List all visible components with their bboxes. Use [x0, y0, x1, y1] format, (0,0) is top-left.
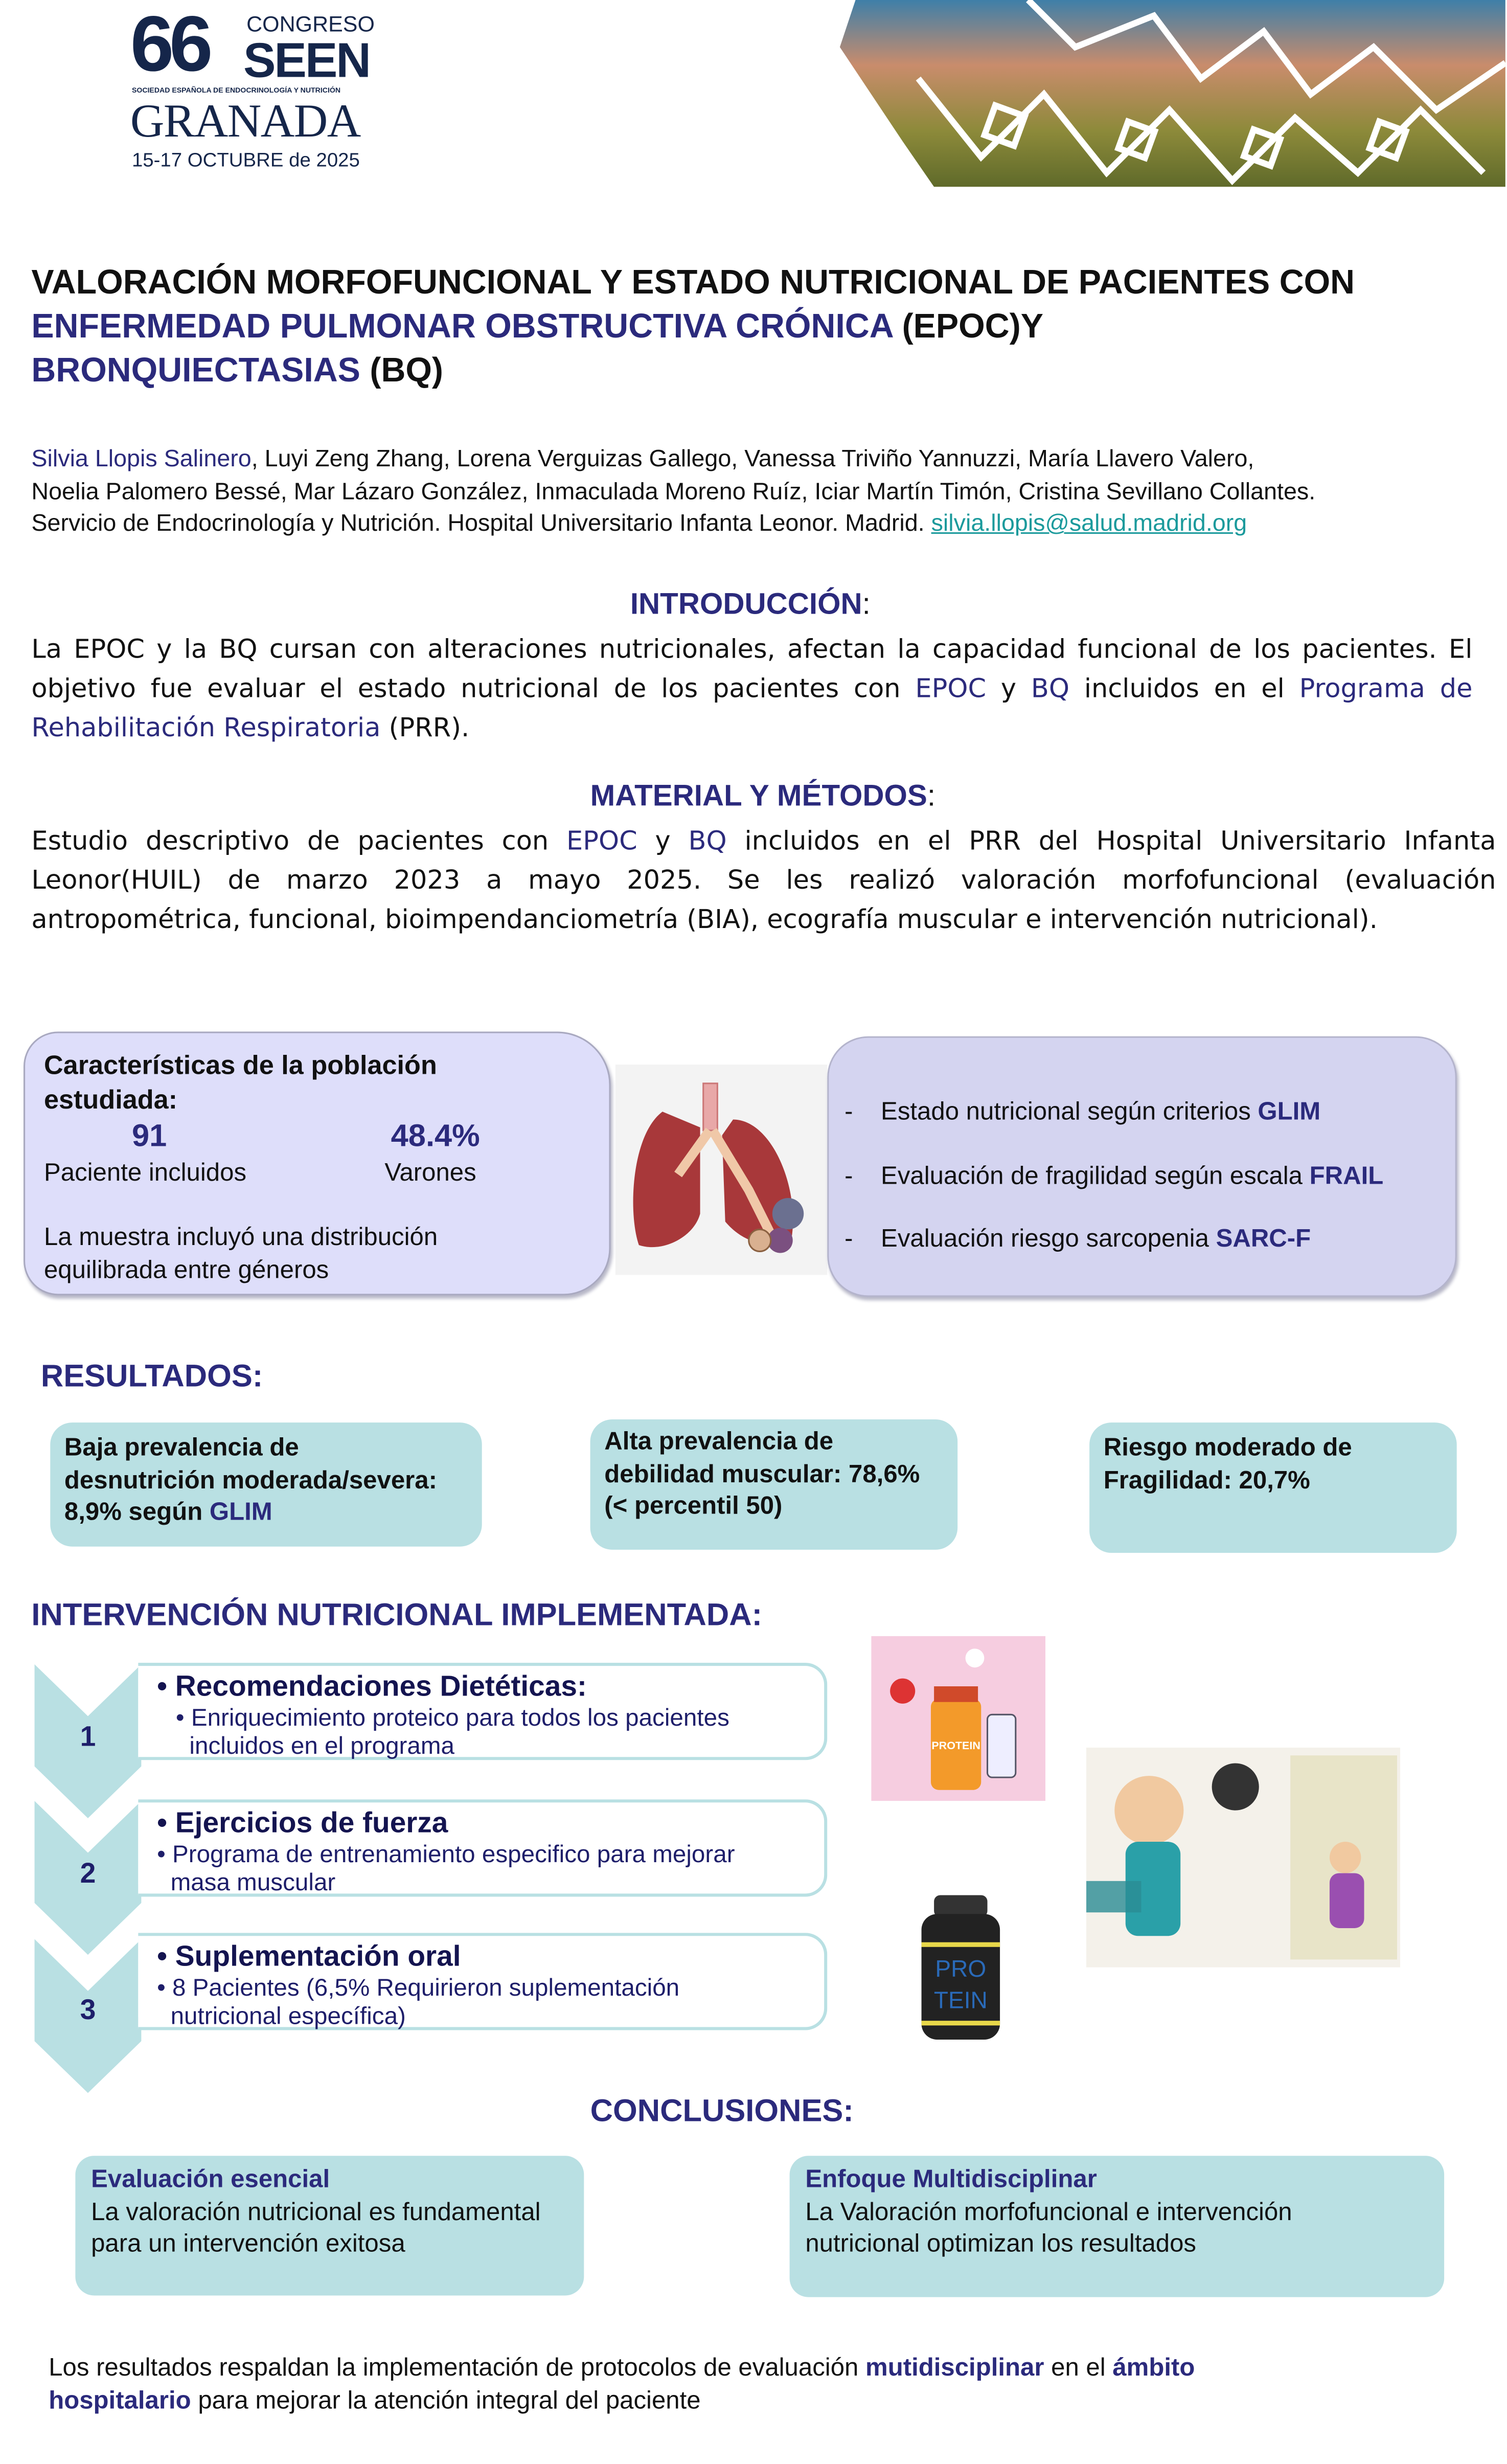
assessment-tool: GLIM [1258, 1099, 1321, 1126]
intro-included: incluidos en el [1069, 673, 1299, 704]
step-dietary: • Recomendaciones Dietéticas: • Enriquecimiento proteico para todos los pacientes incluidos en el programa [138, 1663, 827, 1760]
co-authors-1: , Luyi Zeng Zhang, Lorena Verguizas Gallego, Vanessa Triviño Yannuzzi, María Llavero Valero, [251, 446, 1254, 473]
intro-bq: BQ [1031, 673, 1069, 704]
conclusion-card-multidisciplinary [790, 2156, 1445, 2297]
step-detail: nutricional específica) [170, 2002, 406, 2030]
assessment-text: Evaluación riesgo sarcopenia [881, 1226, 1216, 1253]
population-heading [44, 1049, 437, 1118]
assessment-text: Evaluación de fragilidad según escala [881, 1162, 1310, 1190]
step-exercise: • Ejercicios de fuerza • Programa de entrenamiento especifico para mejorar masa muscular [138, 1799, 827, 1896]
intro-and: y [986, 673, 1031, 704]
patients-count: 91 [131, 1119, 167, 1155]
result-card-malnutrition [50, 1422, 482, 1547]
elderly-exercise-image [1086, 1748, 1400, 1968]
intro-colon: : [862, 589, 871, 622]
methods-colon: : [927, 780, 936, 813]
result-text: Baja prevalencia de [64, 1435, 299, 1462]
protein-bottle-image [906, 1889, 1017, 2046]
population-note [44, 1222, 438, 1287]
result-value: debilidad muscular: 78,6% [604, 1461, 920, 1488]
authors-block [31, 444, 1315, 541]
male-percentage: 48.4% [391, 1119, 480, 1155]
intro-program-2: Rehabilitación Respiratoria [31, 713, 381, 743]
logo-dates: 15-17 OCTUBRE de 2025 [131, 149, 360, 171]
intro-heading-text: INTRODUCCIÓN [630, 589, 862, 622]
logo-congreso: CONGRESO [246, 11, 375, 36]
result-text: Alta prevalencia de [604, 1429, 834, 1456]
step-title: Suplementación oral [175, 1939, 461, 1972]
final-statement [49, 2352, 1195, 2418]
bottle-label-1: PRO [935, 1955, 987, 1982]
affiliation: Servicio de Endocrinología y Nutrición. Hospital Universitario Infanta Leonor. Madrid. [31, 510, 931, 537]
title-abbr-2: (BQ) [360, 350, 444, 390]
population-note-2: equilibrada entre géneros [43, 1257, 329, 1284]
step-detail: Enriquecimiento proteico para todos los pacientes [191, 1705, 729, 1732]
result-value: Fragilidad: 20,7% [1103, 1467, 1310, 1494]
assessment-item-sarcf: - Evaluación riesgo sarcopenia SARC-F [844, 1226, 1311, 1253]
logo-society: SOCIEDAD ESPAÑOLA DE ENDOCRINOLOGÍA Y NUTRICIÓN [131, 86, 341, 95]
intro-line-1: La EPOC y la BQ cursan con alteraciones nutricionales, afectan la capacidad funcional de los pacientes. El [31, 634, 1473, 664]
final-text: para mejorar la atención integral del paciente [191, 2388, 701, 2415]
assessment-item-frail: - Evaluación de fragilidad según escala FRAIL [844, 1162, 1384, 1190]
lungs-illustration [615, 1065, 828, 1275]
step-detail: Programa de entrenamiento especifico para mejorar [172, 1842, 735, 1869]
intro-epoc: EPOC [915, 673, 987, 704]
methods-and: y [637, 826, 689, 856]
conclusion-title: Evaluación esencial [91, 2166, 330, 2194]
conclusion-title: Enfoque Multidisciplinar [805, 2166, 1097, 2194]
result-card-frailty [1089, 1422, 1457, 1553]
result-tool: GLIM [209, 1499, 272, 1526]
intro-line-2: objetivo fue evaluar el estado nutricional de los pacientes con [31, 673, 916, 704]
congress-logo [130, 0, 397, 176]
population-heading-2: estudiada: [43, 1084, 178, 1115]
logo-seen: SEEN [243, 33, 370, 88]
result-text: Riesgo moderado de [1103, 1435, 1352, 1462]
first-author: Silvia Llopis Salinero [31, 446, 252, 473]
results-heading: RESULTADOS: [40, 1360, 263, 1394]
methods-bq: BQ [688, 826, 727, 856]
methods-heading-text: MATERIAL Y MÉTODOS [590, 780, 927, 813]
step-number: 2 [80, 1857, 96, 1889]
final-highlight: ámbito [1112, 2355, 1195, 2382]
methods-epoc: EPOC [566, 826, 637, 856]
step-detail: incluidos en el programa [189, 1732, 454, 1759]
final-text: Los resultados respaldan la implementación de protocolos de evaluación [49, 2355, 866, 2382]
conclusion-text: para un intervención exitosa [91, 2231, 405, 2258]
assessment-box [827, 1036, 1456, 1297]
population-heading-1: Características de la población [43, 1050, 437, 1080]
final-highlight: hospitalario [49, 2388, 191, 2415]
step-chevrons [0, 1648, 157, 2104]
author-email-link[interactable]: silvia.llopis@salud.madrid.org [931, 510, 1247, 537]
step-detail: 8 Pacientes (6,5% Requirieron suplementación [172, 1975, 680, 2002]
co-authors-2: Noelia Palomero Bessé, Mar Lázaro González, Inmaculada Moreno Ruíz, Iciar Martín Timón, Cristina Sevillano Collantes. [31, 478, 1316, 505]
methods-line-2: Leonor(HUIL) de marzo 2023 a mayo 2025. Se les realizó valoración morfofuncional (evaluación [31, 865, 1496, 895]
assessment-list [844, 1082, 1383, 1273]
conclusion-text: La valoración nutricional es fundamental [91, 2199, 541, 2226]
conclusions-heading: CONCLUSIONES: [590, 2094, 854, 2130]
methods-line-3: antropométrica, funcional, bioimpendanciometría (BIA), ecografía muscular e intervención nutricional). [31, 904, 1378, 935]
intro-prr: (PRR). [380, 713, 470, 743]
intro-paragraph [31, 629, 1472, 747]
male-label: Varones [384, 1160, 476, 1187]
methods-line-1: Estudio descriptivo de pacientes con [31, 826, 567, 856]
conclusion-text: La Valoración morfofuncional e intervención [805, 2199, 1292, 2226]
methods-line-1b: incluidos en el PRR del Hospital Universitario Infanta [726, 826, 1496, 856]
population-box [24, 1032, 610, 1296]
step-detail: masa muscular [170, 1869, 336, 1896]
step-number: 1 [80, 1721, 96, 1753]
result-value: 8,9% según [64, 1499, 210, 1526]
result-card-weakness [590, 1419, 958, 1550]
title-line-1: VALORACIÓN MORFOFUNCIONAL Y ESTADO NUTRICIONAL DE PACIENTES CON [31, 262, 1355, 302]
final-text: en el [1044, 2355, 1113, 2382]
protein-foods-image [871, 1636, 1045, 1801]
step-title: Ejercicios de fuerza [175, 1805, 448, 1839]
result-text: (< percentil 50) [604, 1493, 783, 1520]
assessment-tool: FRAIL [1309, 1162, 1384, 1190]
protein-jar-label: PROTEIN [931, 1739, 980, 1752]
step-number: 3 [80, 1994, 96, 2026]
step-title: Recomendaciones Dietéticas: [175, 1669, 587, 1702]
conclusion-card-evaluation [75, 2156, 584, 2295]
population-note-1: La muestra incluyó una distribución [43, 1225, 438, 1252]
patients-label: Paciente incluidos [43, 1160, 247, 1187]
bottle-label-2: TEIN [933, 1986, 988, 2014]
intervention-heading: INTERVENCIÓN NUTRICIONAL IMPLEMENTADA: [31, 1598, 763, 1633]
assessment-text: Estado nutricional según criterios [881, 1099, 1258, 1126]
title-disease-2: BRONQUIECTASIAS [31, 350, 360, 390]
intro-program: Programa de [1299, 673, 1473, 704]
granada-banner-image [840, 0, 1505, 187]
methods-paragraph [31, 821, 1496, 939]
intro-heading [0, 589, 1501, 624]
assessment-item-glim: - Estado nutricional según criterios GLIM [844, 1099, 1321, 1126]
assessment-tool: SARC-F [1216, 1226, 1311, 1253]
poster-title [31, 261, 1355, 393]
methods-heading [0, 780, 1507, 815]
conclusion-text: nutricional optimizan los resultados [805, 2231, 1196, 2258]
title-disease-1: ENFERMEDAD PULMONAR OBSTRUCTIVA CRÓNICA [31, 306, 893, 346]
result-text: desnutrición moderada/severa: [64, 1467, 437, 1494]
logo-city: GRANADA [130, 96, 360, 148]
title-abbr-1: (EPOC)Y [893, 306, 1043, 346]
step-supplement: • Suplementación oral • 8 Pacientes (6,5% Requirieron suplementación nutricional específica) [138, 1933, 827, 2030]
logo-number: 66 [130, 0, 209, 88]
final-highlight: mutidisciplinar [865, 2355, 1044, 2382]
